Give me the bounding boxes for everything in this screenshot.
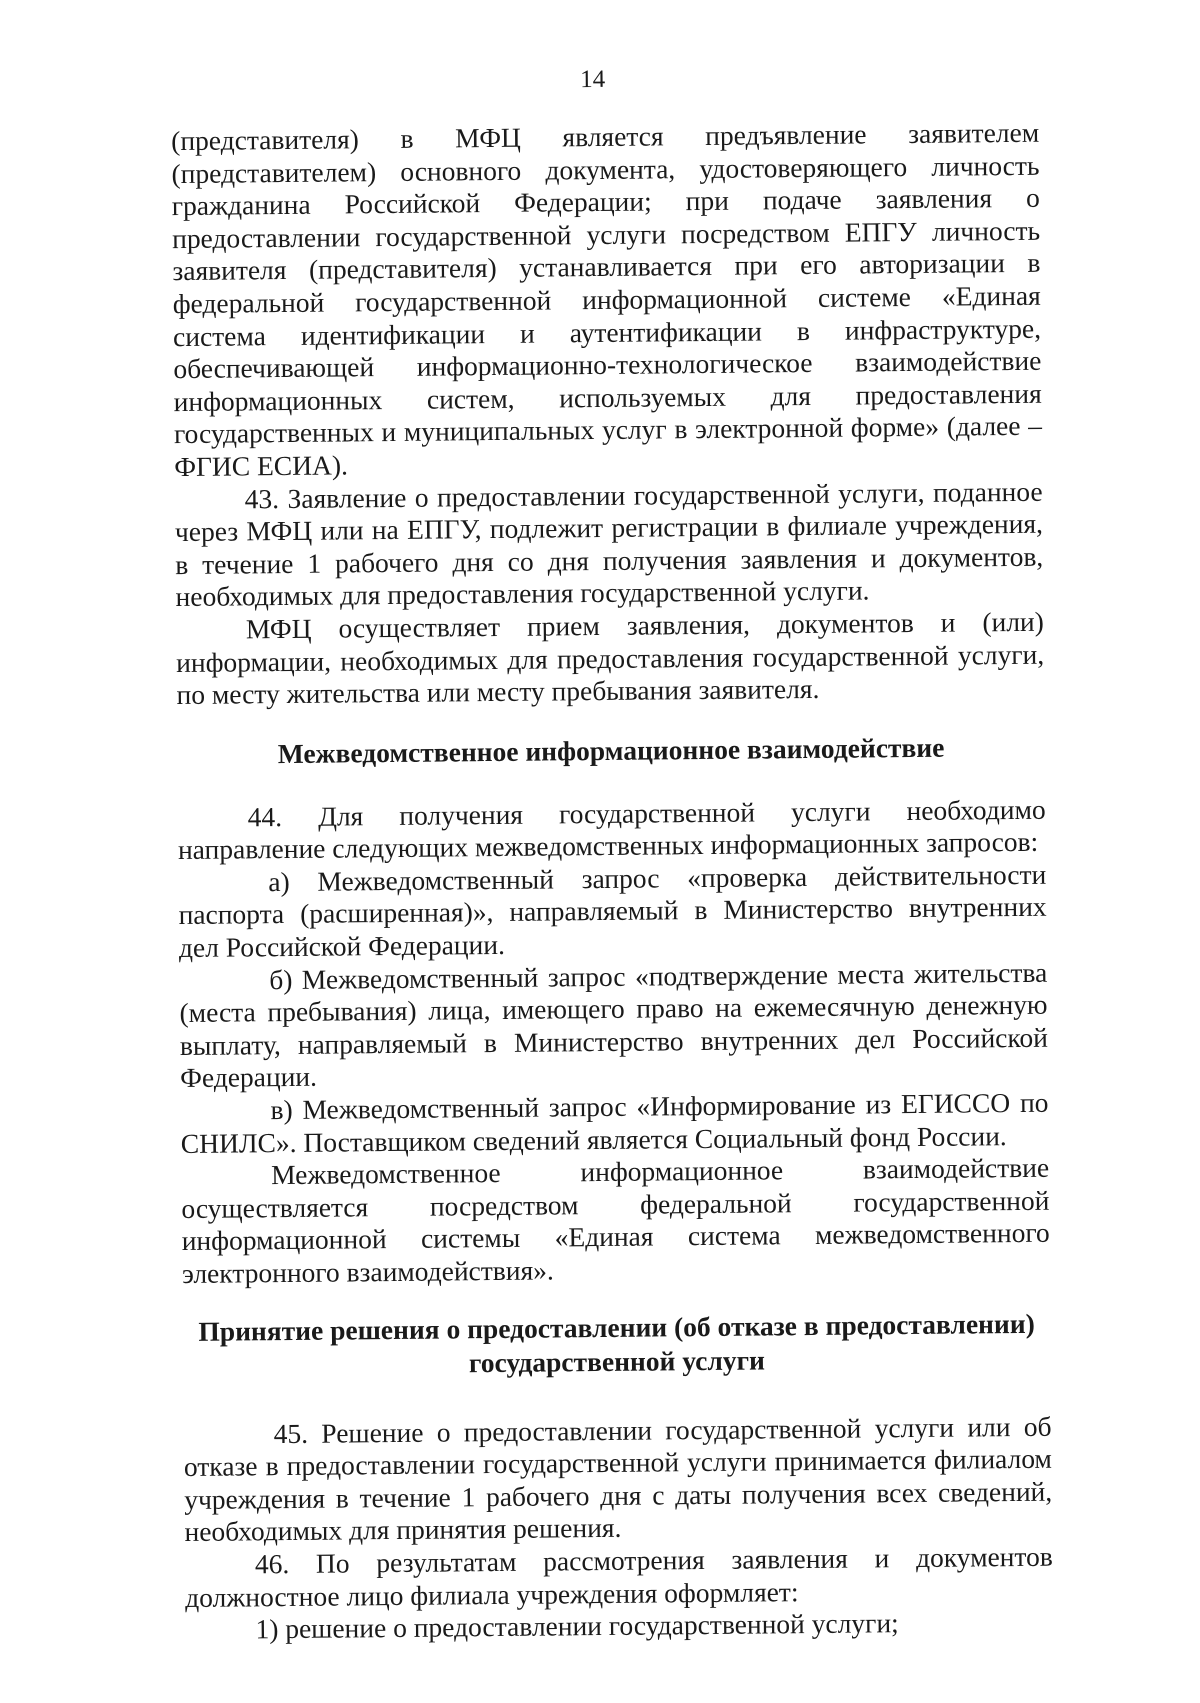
section-heading-interagency: Межведомственное информационное взаимодействие — [277, 731, 945, 769]
page-number: 14 — [579, 65, 606, 94]
list-item-a: а) Межведомственный запрос «проверка действительности паспорта (расширенная)», направляемый в Министерство внутренних дел Российской Федерации. — [178, 858, 1047, 964]
paragraph-44: 44. Для получения государственной услуги необходимо направление следующих межведомственных информационных запросов: — [177, 793, 1046, 866]
paragraph-45: 45. Решение о предоставлении государственной услуги или об отказе в предоставлении государственной услуги принимается филиалом учреждения в течение 1 рабочего дня с даты получения всех сведений, необходимых для принятия решения. — [183, 1410, 1053, 1548]
list-item-v: в) Межведомственный запрос «Информирование из ЕГИССО по СНИЛС». Поставщиком сведений является Социальный фонд России. — [180, 1086, 1049, 1159]
paragraph-43: 43. Заявление о предоставлении государственной услуги, поданное через МФЦ или на ЕПГУ, подлежит регистрации в филиале учреждения, в течение 1 рабочего дня со дня получения заявления и документов, необходимых для предоставления государственной услуги. — [174, 475, 1044, 613]
paragraph-continuation: (представителя) в МФЦ является предъявление заявителем (представителем) основного документа, удостоверяющего личность гражданина Российской Федерации; при подаче заявления о предоставлении государственной услуги посредством ЕПГУ личность заявителя (представителя) устанавливается при его авторизации в федеральной государственной информационной системе «Единая система идентификации и аутентификации в инфраструктуре, обеспечивающей информационно-технологическое взаимодействие информационных систем, используемых для предоставления государственных и муниципальных услуг в электронной форме» (далее – ФГИС ЕСИА). — [171, 116, 1043, 483]
paragraph-46: 46. По результатам рассмотрения заявления и документов должностное лицо филиала учреждения оформляет: — [185, 1540, 1053, 1613]
list-item-b: б) Межведомственный запрос «подтверждение места жительства (места пребывания) лица, имеющего право на ежемесячную денежную выплату, направляемый в Министерство внутренних дел Российской Федерации. — [179, 956, 1048, 1094]
list-item-1: 1) решение о предоставлении государственной услуги; — [255, 1607, 899, 1645]
section-heading-decision-line-1: Принятие решения о предоставлении (об отказе в предоставлении) — [198, 1307, 1035, 1347]
section-heading-decision-line-2: государственной услуги — [468, 1344, 766, 1378]
paragraph-mfc: МФЦ осуществляет прием заявления, документов и (или) информации, необходимых для предоставления государственной услуги, по месту жительства или месту пребывания заявителя. — [176, 605, 1045, 711]
document-body — [171, 117, 1054, 1647]
paragraph-interaction: Межведомственное информационное взаимодействие осуществляется посредством федеральной государственной информационной системы «Единая система межведомственного электронного взаимодействия». — [181, 1151, 1050, 1290]
